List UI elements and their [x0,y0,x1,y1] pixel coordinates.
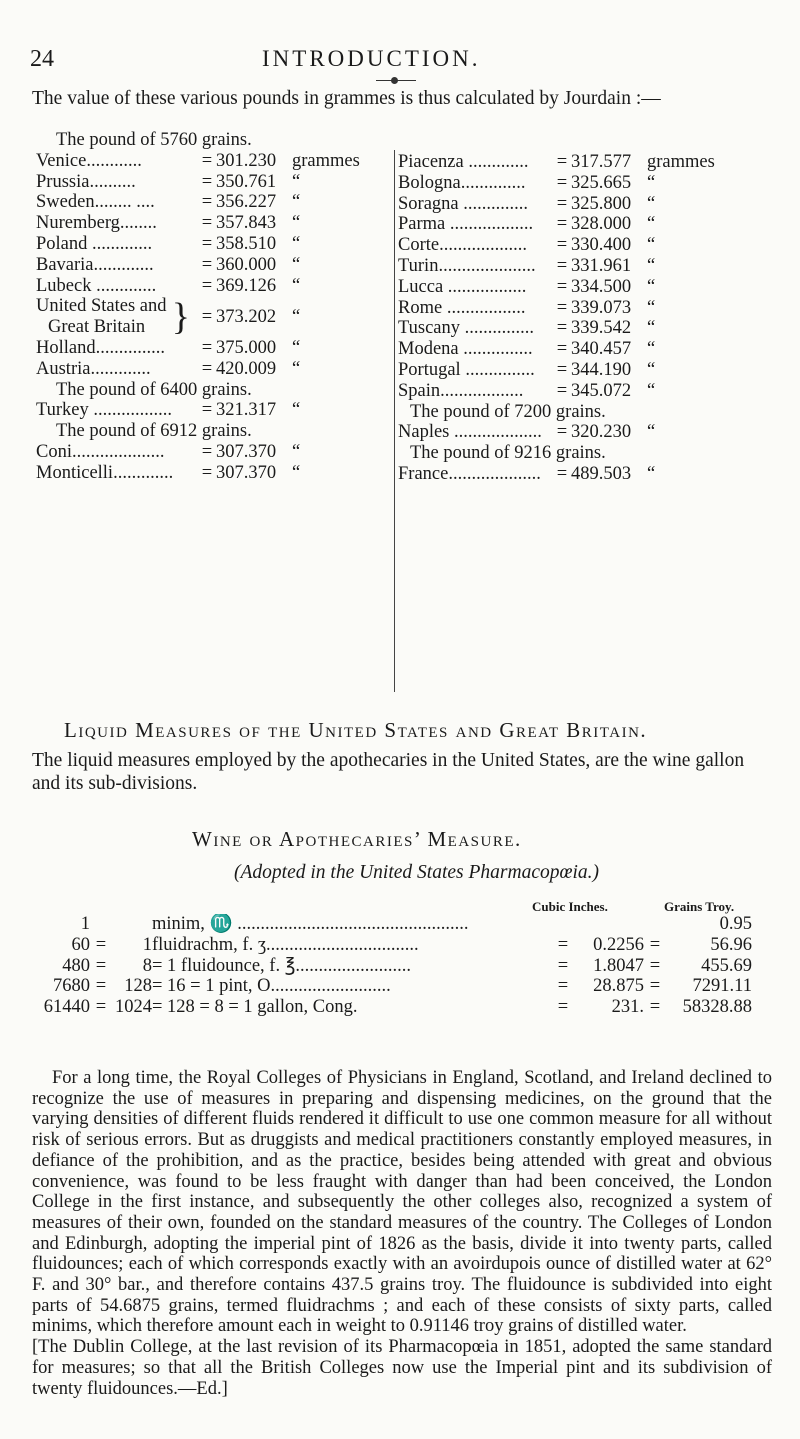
weight-name: Corte................... [398,235,527,256]
measure-cell-e3 [644,914,666,935]
weight-value: 328.000 [571,214,632,235]
weight-name: Monticelli............. [36,462,174,483]
measure-row [32,976,772,997]
weight-row [36,172,396,193]
measure-cell-rest: fluidrachm, f. ʒ................................. [152,934,419,955]
section-paragraph: The liquid measures employed by the apothecaries in the United States, are the wine gallon and its sub-divisions. [32,750,745,794]
weight-row [36,442,396,463]
measure-cell-a: 61440 [43,997,90,1018]
weight-row [398,318,778,339]
weight-value: 317.577 [571,152,632,172]
weight-row [398,381,778,402]
measure-cell-e3: = [649,955,661,976]
weight-value: 339.542 [571,318,632,339]
weight-name: Lubeck ............. [36,275,157,296]
weight-value: 307.370 [216,441,277,462]
weight-value: 420.009 [216,358,277,379]
measure-cell-c: 28.875 [593,976,644,997]
weights-list [398,464,778,485]
weights-list [36,442,396,484]
measure-cell-rest: minim, ♏ .................................................. [152,914,469,934]
measure-cell-b: 128 [124,976,152,997]
measure-cell-b [112,914,152,935]
weight-name: Sweden........ .... [36,192,155,213]
weight-value: 360.000 [216,254,277,275]
weight-value: 330.400 [571,235,632,256]
equals-sign: = [556,172,568,193]
weight-value: 331.961 [571,255,632,276]
pound-heading: The pound of 6912 grains. [56,421,252,442]
column-header-cubic-inches: Cubic Inches. [532,899,608,914]
weight-unit: “ [292,233,301,254]
subsection-note: (Adopted in the United States Pharmacopœia.) [234,862,600,883]
weight-unit: “ [292,462,301,483]
weight-unit: “ [647,297,656,318]
weight-value: 356.227 [216,192,277,213]
equals-sign: = [201,441,213,462]
measure-cell-e2: = [557,934,569,955]
weight-name: France.................... [398,463,541,484]
weight-row [36,255,396,276]
ornament-dot [391,77,398,84]
measure-cell-a: 60 [71,934,90,955]
weights-list [36,151,396,297]
weight-value: 489.503 [571,463,632,484]
measure-cell-c [574,914,644,935]
weight-name: Piacenza ............. [398,152,529,172]
weight-unit: “ [647,276,656,297]
right-weights-column [398,152,778,485]
weight-row [398,152,778,173]
weight-unit: “ [647,380,656,401]
weight-value: 334.500 [571,276,632,297]
measure-cell-rest: = 1 fluidounce, f. ℥......................... [152,955,412,976]
equals-sign: = [556,359,568,380]
pound-heading: The pound of 6400 grains. [56,379,252,400]
pound-heading: The pound of 7200 grains. [410,401,606,422]
weight-name: Prussia.......... [36,171,136,192]
equals-sign: = [201,275,213,296]
measure-row [32,935,772,956]
measure-cell-e2: = [557,976,569,997]
weights-list [36,400,396,421]
left-weights-column [36,130,396,484]
equals-sign: = [556,297,568,318]
section-title: Liquid Measures of the United States and Great Britain. [64,718,648,742]
equals-sign: = [201,213,213,234]
weight-unit: “ [647,463,656,484]
weight-name: Bavaria............. [36,254,154,275]
weight-unit: “ [647,172,656,193]
weight-name: Bologna.............. [398,172,526,193]
weight-row [398,235,778,256]
weight-value: 320.230 [571,422,632,443]
weight-row [36,338,396,359]
equals-sign: = [201,400,213,421]
weight-unit: grammes [292,150,360,171]
weight-unit: “ [292,213,301,234]
weight-row [398,360,778,381]
measure-cell-rest: = 128 = 8 = 1 gallon, Cong. [152,997,358,1018]
pound-heading: The pound of 5760 grains. [56,130,252,150]
weight-value: 325.665 [571,172,632,193]
weights-list [398,422,778,443]
brace-glyph: } [171,296,190,339]
equals-sign: = [556,193,568,214]
weight-value: 321.317 [216,400,277,421]
equals-sign: = [201,254,213,275]
measure-cell-a: 480 [62,955,90,976]
equals-sign: = [201,306,213,327]
equals-sign: = [556,255,568,276]
equals-sign: = [201,171,213,192]
weight-row [36,234,396,255]
measures-table [32,914,772,1018]
weight-unit: “ [647,235,656,256]
equals-sign: = [556,235,568,256]
weight-row [398,339,778,360]
measure-cell-d: 58328.88 [682,997,752,1018]
weight-unit: “ [292,337,301,358]
weight-name-line2: Great Britain [48,317,146,338]
weight-row [398,464,778,485]
measure-row [32,997,772,1018]
weight-row [36,359,396,380]
weight-name: Portugal ............... [398,359,535,380]
weight-name: Turkey ................. [36,400,173,421]
weight-name: Lucca ................. [398,276,527,297]
measure-cell-a: 1 [80,914,90,934]
weight-value: 344.190 [571,359,632,380]
weight-unit: “ [647,193,656,214]
intro-line: The value of these various pounds in grammes is thus calculated by Jourdain :— [32,88,661,109]
equals-sign: = [201,150,213,171]
weight-unit: “ [647,255,656,276]
weight-name: Turin..................... [398,255,536,276]
measure-cell-a: 7680 [53,976,90,997]
page-number: 24 [30,46,54,72]
weight-name [36,296,198,338]
weight-value: 358.510 [216,233,277,254]
weight-value: 340.457 [571,339,632,360]
weight-name: Parma .................. [398,214,534,235]
weights-list [36,338,396,380]
weight-row [36,192,396,213]
measure-cell-e1: = [95,934,107,955]
weight-unit: “ [292,358,301,379]
measure-cell-b: 8 [142,955,152,976]
weight-unit: “ [292,171,301,192]
weight-value: 373.202 [216,306,277,327]
weight-name: Naples ................... [398,422,542,443]
weight-value: 325.800 [571,193,632,214]
weight-unit: “ [647,318,656,339]
equals-sign: = [201,192,213,213]
measure-cell-e2: = [557,955,569,976]
weight-name-line1: United States and [36,296,167,317]
body-text [32,1068,772,1399]
measure-cell-d: 455.69 [701,955,752,976]
measure-row [32,956,772,977]
weight-name: Tuscany ............... [398,318,535,339]
weight-name: Nuremberg........ [36,213,157,234]
weight-unit: “ [292,306,301,327]
weight-value: 375.000 [216,337,277,358]
weight-row [398,194,778,215]
weight-name: Austria............. [36,358,151,379]
weight-value: 357.843 [216,213,277,234]
weight-name: Coni.................... [36,441,165,462]
weight-row [398,422,778,443]
weight-row [398,298,778,319]
measure-cell-e3: = [649,976,661,997]
weight-row [36,213,396,234]
weight-row [398,256,778,277]
running-title: INTRODUCTION. [262,46,481,71]
weight-unit: “ [292,441,301,462]
weight-row [398,173,778,194]
equals-sign: = [556,380,568,401]
weight-row [36,276,396,297]
equals-sign: = [556,152,568,172]
measure-cell-e1 [90,914,112,935]
weight-name: Rome ................. [398,297,526,318]
measure-cell-d: 56.96 [710,934,752,955]
equals-sign: = [201,462,213,483]
weight-row [398,214,778,235]
measure-cell-c: 231. [611,997,644,1018]
weight-name: Poland ............. [36,233,153,254]
weight-unit: “ [292,275,301,296]
weight-name: Soragna .............. [398,193,528,214]
weight-unit: “ [647,359,656,380]
measure-cell-e3: = [649,934,661,955]
measure-cell-d: 0.95 [719,914,752,934]
weight-value: 369.126 [216,275,277,296]
subsection-title: Wine or Apothecaries’ Measure. [192,827,522,851]
weight-value: 301.230 [216,150,277,171]
equals-sign: = [556,339,568,360]
weight-unit: “ [292,192,301,213]
weight-row [36,151,396,172]
measure-cell-e1: = [95,955,107,976]
measure-cell-c: 0.2256 [593,934,644,955]
weight-value: 345.072 [571,380,632,401]
weight-value: 307.370 [216,462,277,483]
weight-row [36,400,396,421]
weight-name: Holland............... [36,337,165,358]
measure-cell-e2: = [557,997,569,1018]
equals-sign: = [556,276,568,297]
column-header-grains-troy: Grains Troy. [664,899,735,914]
measure-cell-rest: = 16 = 1 pint, O.......................... [152,976,391,997]
weight-value: 339.073 [571,297,632,318]
weight-unit: “ [647,339,656,360]
weight-name: Modena ............... [398,339,533,360]
weight-unit: grammes [647,152,715,172]
measure-cell-c: 1.8047 [593,955,644,976]
measure-cell-b: 1024 [115,997,152,1018]
weight-unit: “ [292,400,301,421]
weight-name: Venice............ [36,150,142,171]
equals-sign: = [556,214,568,235]
pound-heading: The pound of 9216 grains. [410,443,606,464]
weight-unit: “ [292,254,301,275]
equals-sign: = [556,463,568,484]
weight-unit: “ [647,422,656,443]
measure-cell-e1: = [95,997,107,1018]
weight-unit: “ [647,214,656,235]
body-paragraph: For a long time, the Royal Colleges of Physicians in England, Scotland, and Ireland declined to recognize the use of measures in preparing and dispensing medicines, on the ground that the varying densities of different fluids rendered it difficult to use one common measure for all without risk of serious errors. But as druggists and medical practitioners constantly employed measures, in defiance of the prohibition, and as the practice, besides being attended with great and obvious convenience, was found to be less fraught with danger than had been conceived, the London College in the first instance, and subsequently the other colleges also, recognized a system of measures of their own, founded on the standard measures of the country. The Colleges of London and Edinburgh, adopting the imperial pint of 1826 as the basis, divide it into twenty parts, called fluidounces; each of which corresponds exactly with an avoirdupois ounce of distilled water at 62° F. and 30° bar., and therefore contains 437.5 grains troy. The fluidounce is subdivided into eight parts of 54.6875 grains, termed fluidrachms ; and each of these consists of sixty parts, called minims, which therefore amount each in weight to 0.91146 troy grains of distilled water. [32,1068,772,1337]
equals-sign: = [201,233,213,254]
measure-cell-e1: = [95,976,107,997]
measure-cell-d: 7291.11 [692,976,752,997]
measure-cell-e2 [552,914,574,935]
equals-sign: = [201,358,213,379]
measure-cell-e3: = [649,997,661,1018]
equals-sign: = [201,337,213,358]
equals-sign: = [556,318,568,339]
measure-row [32,914,772,935]
equals-sign: = [556,422,568,443]
weight-row [36,463,396,484]
weight-name: Spain.................. [398,380,524,401]
column-divider [394,150,395,692]
weight-row [398,277,778,298]
weight-value: 350.761 [216,171,277,192]
weights-list [398,152,778,402]
measure-cell-b: 1 [142,934,152,955]
body-paragraph: [The Dublin College, at the last revision of its Pharmacopœia in 1851, adopted the same standard for measures; so that all the British Colleges now use the Imperial pint and its subdivision of twenty fluidounces.—Ed.] [32,1337,772,1399]
weight-row-us-gb [36,296,396,338]
